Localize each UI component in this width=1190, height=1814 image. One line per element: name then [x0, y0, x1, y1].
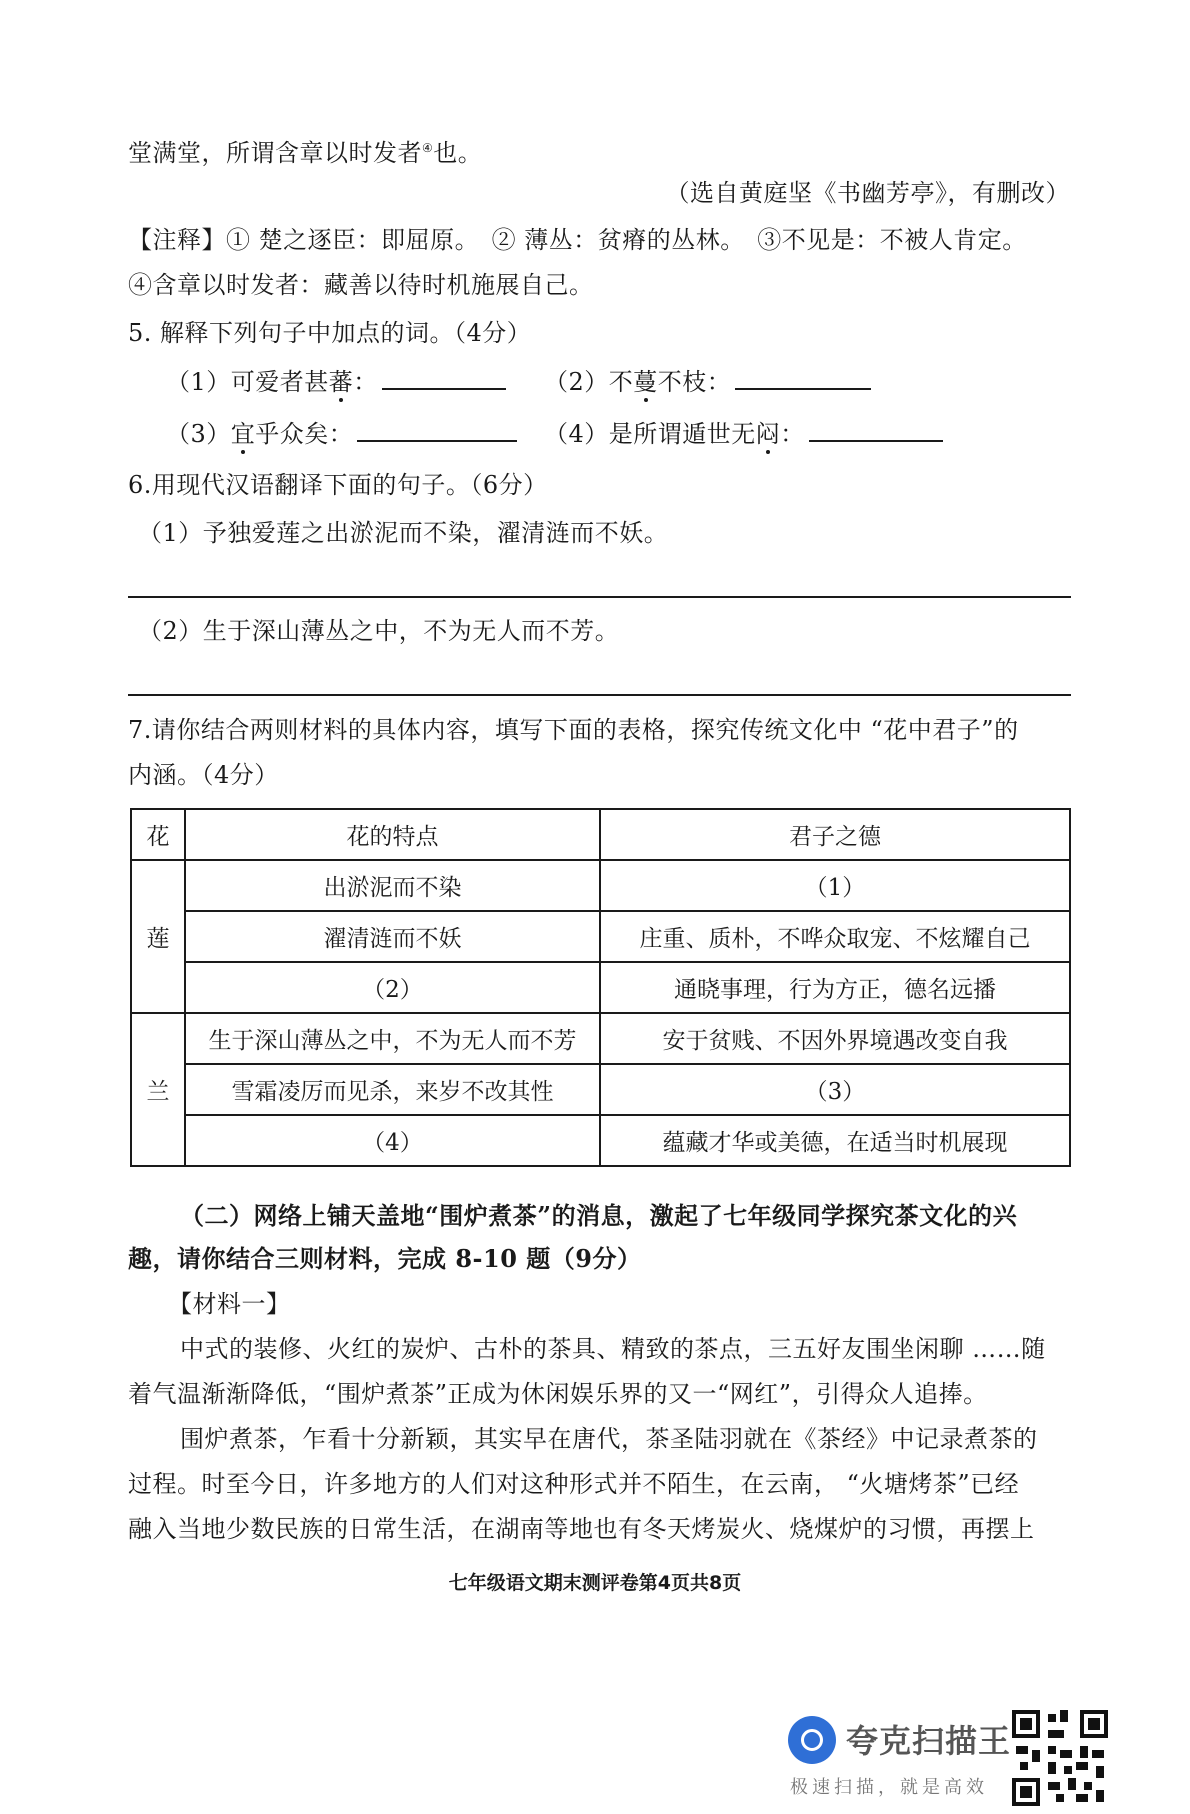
q5-stem: 5. 解释下列句子中加点的词。（4分） — [128, 319, 532, 347]
flower-cell-lotus: 莲 — [131, 860, 185, 1013]
answer-blank[interactable] — [809, 418, 943, 442]
q5-item-2: （2）不蔓不枝： — [544, 366, 871, 397]
trait-cell: 生于深山薄丛之中，不为无人而不芳 — [185, 1013, 600, 1064]
notes-line-2: ④含章以时发者：藏善以待时机施展自己。 — [128, 271, 594, 299]
dotted-word: 宜 — [230, 420, 256, 448]
q5-item-4: （4）是所谓遁世无闷： — [544, 418, 943, 449]
material1-p2-line-2: 过程。时至今日，许多地方的人们对这种形式并不陌生，在云南， “火塘烤茶”已经 — [128, 1470, 1020, 1498]
virtue-cell[interactable]: （1） — [600, 860, 1070, 911]
trait-cell: 雪霜凌厉而见杀，来岁不改其性 — [185, 1064, 600, 1115]
watermark-subtitle: 极速扫描，就是高效 — [790, 1777, 988, 1798]
virtue-cell: 蕴藏才华或美德，在适当时机展现 — [600, 1115, 1070, 1166]
passage-text-end: 也。 — [433, 139, 483, 167]
q6-sentence-2: （2）生于深山薄丛之中，不为无人而不芳。 — [138, 617, 620, 645]
table-header-row — [131, 809, 1070, 860]
material1-p2-line-3: 融入当地少数民族的日常生活，在湖南等地也有冬天烤炭火、烧煤炉的习惯，再摆上 — [128, 1515, 1035, 1543]
answer-line-1[interactable] — [128, 596, 1071, 598]
page-footer: 七年级语文期末测评卷第4页共8页 — [448, 1572, 742, 1594]
virtue-cell: 通晓事理，行为方正，德名远播 — [600, 962, 1070, 1013]
passage-source: （选自黄庭坚《书幽芳亭》，有删改） — [665, 179, 1070, 207]
trait-cell[interactable]: （2） — [185, 962, 600, 1013]
answer-line-2[interactable] — [128, 694, 1071, 696]
trait-cell: 濯清涟而不妖 — [185, 911, 600, 962]
passage-last-line — [128, 133, 482, 168]
material1-p2-line-1: 围炉煮茶，乍看十分新颖，其实早在唐代，茶圣陆羽就在《茶经》中记录煮茶的 — [180, 1425, 1038, 1453]
trait-cell: 出淤泥而不染 — [185, 860, 600, 911]
section2-line-1: （二）网络上铺天盖地“围炉煮茶”的消息，激起了七年级同学探究茶文化的兴 — [180, 1201, 1018, 1230]
table-row — [131, 962, 1070, 1013]
table-row — [131, 1064, 1070, 1115]
virtue-cell: 庄重、质朴，不哗众取宠、不炫耀自己 — [600, 911, 1070, 962]
table-row — [131, 1115, 1070, 1166]
header-cell: 君子之德 — [600, 809, 1070, 860]
trait-cell[interactable]: （4） — [185, 1115, 600, 1166]
table-row — [131, 911, 1070, 962]
dotted-word: 蕃 — [328, 368, 354, 396]
material1-title: 【材料一】 — [168, 1290, 291, 1318]
dotted-word: 蔓 — [633, 368, 658, 396]
answer-blank[interactable] — [357, 418, 517, 442]
virtue-cell: 安于贫贱、不因外界境遇改变自我 — [600, 1013, 1070, 1064]
notes-line-1: 【注释】① 楚之逐臣：即屈原。 ② 薄丛：贫瘠的丛林。 ③不见是：不被人肯定。 — [128, 226, 1027, 254]
q6-sentence-1: （1）予独爱莲之出淤泥而不染，濯清涟而不妖。 — [138, 519, 669, 547]
header-cell: 花的特点 — [185, 809, 600, 860]
answer-blank[interactable] — [735, 366, 871, 390]
qr-code-icon — [1012, 1710, 1108, 1806]
q6-stem: 6.用现代汉语翻译下面的句子。（6分） — [128, 471, 548, 499]
table-row — [131, 860, 1070, 911]
quark-logo-icon — [788, 1716, 836, 1764]
flower-cell-orchid: 兰 — [131, 1013, 185, 1166]
material1-p1-line-2: 着气温渐渐降低，“围炉煮茶”正成为休闲娱乐界的又一“网红”，引得众人追捧。 — [128, 1380, 988, 1408]
material1-p1-line-1: 中式的装修、火红的炭炉、古朴的茶具、精致的茶点，三五好友围坐闲聊 ……随 — [180, 1335, 1046, 1363]
header-cell: 花 — [131, 809, 185, 860]
table-row — [131, 1013, 1070, 1064]
dotted-word: 闷 — [755, 420, 781, 448]
watermark-title: 夸克扫描王 — [846, 1722, 1012, 1760]
note-marker: ④ — [422, 141, 434, 155]
flower-virtue-table — [130, 808, 1071, 1167]
answer-blank[interactable] — [382, 366, 506, 390]
q5-item-1: （1）可爱者甚蕃： — [166, 366, 506, 397]
passage-text: 堂满堂，所谓含章以时发者 — [128, 139, 422, 167]
q5-item-3: （3）宜乎众矣： — [166, 418, 517, 449]
section2-line-2: 趣，请你结合三则材料，完成 8-10 题（9分） — [128, 1244, 642, 1273]
q7-stem-line-2: 内涵。（4分） — [128, 761, 279, 789]
q7-stem-line-1: 7.请你结合两则材料的具体内容，填写下面的表格，探究传统文化中 “花中君子”的 — [128, 716, 1019, 744]
virtue-cell[interactable]: （3） — [600, 1064, 1070, 1115]
